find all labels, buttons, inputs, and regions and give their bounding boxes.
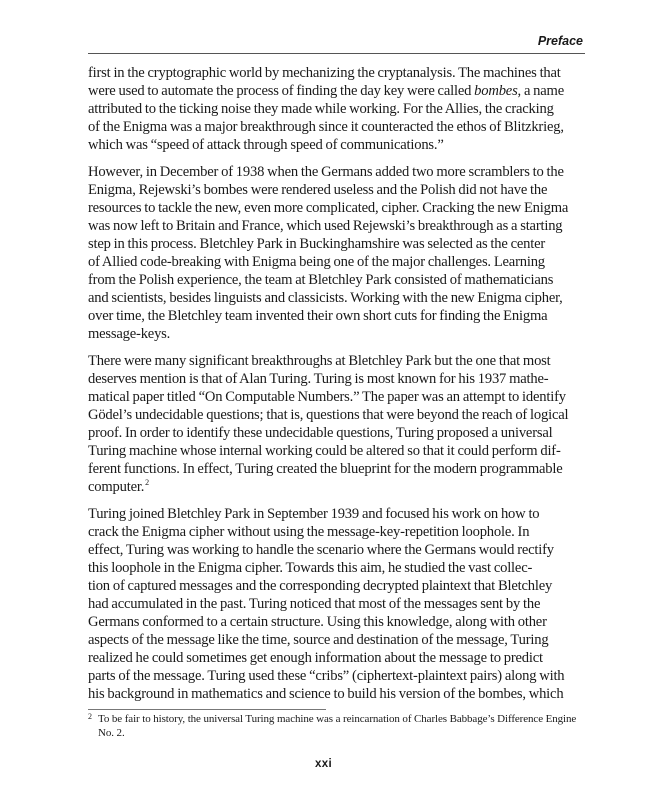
running-head-title: Preface [537,34,583,48]
text-run: was now left to Britain and France, which used Rejewski’s breakthrough as a starting [88,218,563,234]
text-run: his background in mathematics and science to build his version of the bombes, which [88,686,564,702]
text-run: which was “speed of attack through speed of communications.” [88,137,444,153]
text-run: had accumulated in the past. Turing noticed that most of the messages sent by the [88,596,541,612]
text-run: Germans conformed to a certain structure. Using this knowledge, along with other [88,614,547,630]
paragraph-line [88,163,588,181]
paragraph-line [88,181,588,199]
paragraph-line [88,118,588,136]
text-run: matical paper titled “On Computable Numbers.” The paper was an attempt to identify [88,389,566,405]
paragraph-line [88,559,588,577]
text-run: and scientists, besides linguists and classicists. Working with the new Enigma cipher, [88,290,563,306]
text-run: of Allied code-breaking with Enigma being one of the major challenges. Learning [88,254,545,270]
paragraph-line [88,64,588,82]
paragraph-line [88,325,588,343]
paragraph-line [88,307,588,325]
paragraph [88,352,588,496]
paragraph [88,163,588,343]
paragraph-line [88,631,588,649]
paragraph-line [88,460,588,478]
paragraph-line [88,235,588,253]
paragraph-line [88,523,588,541]
text-run: Turing machine whose internal working could be altered so that it could perform dif- [88,443,561,459]
text-run: crack the Enigma cipher without using the message-key-repetition loophole. In [88,524,530,540]
paragraph-line [88,289,588,307]
paragraph-line [88,352,588,370]
paragraph-line [88,136,588,154]
paragraph-line [88,505,588,523]
paragraph-line [88,478,588,496]
paragraph-line [88,388,588,406]
text-run: message-keys. [88,326,171,342]
text-run: computer. [88,479,145,495]
paragraph-line [88,271,588,289]
paragraph-line [88,442,588,460]
footnote-line: To be fair to history, the universal Turing machine was a reincarnation of Charles Babbage’s Difference Engine [98,713,577,725]
text-run: from the Polish experience, the team at Bletchley Park consisted of mathematicians [88,272,554,288]
text-run: resources to tackle the new, even more complicated, cipher. Cracking the new Enigma [88,200,569,216]
paragraph-line [88,667,588,685]
text-run: this loophole in the Enigma cipher. Towards this aim, he studied the vast collec- [88,560,533,576]
running-head [88,33,585,54]
text-run: first in the cryptographic world by mechanizing the cryptanalysis. The machines that [88,65,561,81]
paragraph-line [88,595,588,613]
body-text [88,64,588,712]
italic-term: bombes [474,83,518,99]
text-run: aspects of the message like the time, source and destination of the message, Turing [88,632,549,648]
text-run: over time, the Bletchley team invented their own short cuts for finding the Enigma [88,308,548,324]
paragraph-line [88,685,588,703]
paragraph-line [88,82,588,100]
text-run: deserves mention is that of Alan Turing. Turing is most known for his 1937 mathe- [88,371,549,387]
text-run: There were many significant breakthroughs at Bletchley Park but the one that most [88,353,551,369]
paragraph-line [88,406,588,424]
page-number: xxi [315,758,332,770]
text-run: proof. In order to identify these undecidable questions, Turing proposed a universal [88,425,553,441]
footnote-body [98,712,593,740]
footnote-rule [88,709,326,710]
footnote-reference: 2 [145,478,149,487]
text-run: effect, Turing was working to handle the scenario where the Germans would rectify [88,542,554,558]
text-run: were used to automate the process of finding the day key were called [88,83,475,99]
text-run: tion of captured messages and the corresponding decrypted plaintext that Bletchley [88,578,553,594]
text-run: realized he could sometimes get enough information about the message to predict [88,650,543,666]
paragraph-line [88,649,588,667]
text-run: Turing joined Bletchley Park in September 1939 and focused his work on how to [88,506,540,522]
text-run: parts of the message. Turing used these “cribs” (ciphertext-plaintext pairs) along with [88,668,565,684]
footnote-line: No. 2. [98,727,125,739]
text-run: attributed to the ticking noise they made while working. For the Allies, the cracking [88,101,554,117]
text-run: ferent functions. In effect, Turing created the blueprint for the modern programmable [88,461,563,477]
footnote [88,712,593,740]
text-run: Gödel’s undecidable questions; that is, questions that were beyond the reach of logical [88,407,569,423]
paragraph [88,64,588,154]
text-run: Enigma, Rejewski’s bombes were rendered useless and the Polish did not have the [88,182,548,198]
text-run: of the Enigma was a major breakthrough since it counteracted the ethos of Blitzkrieg, [88,119,564,135]
paragraph-line [88,424,588,442]
paragraph-line [88,577,588,595]
paragraph [88,505,588,703]
text-run: However, in December of 1938 when the Germans added two more scramblers to the [88,164,564,180]
paragraph-line [88,613,588,631]
text-run: step in this process. Bletchley Park in Buckinghamshire was selected as the center [88,236,546,252]
paragraph-line [88,541,588,559]
footnote-marker: 2 [88,712,92,721]
paragraph-line [88,370,588,388]
text-run: , a name [517,83,564,99]
paragraph-line [88,100,588,118]
paragraph-line [88,199,588,217]
paragraph-line [88,253,588,271]
paragraph-line [88,217,588,235]
